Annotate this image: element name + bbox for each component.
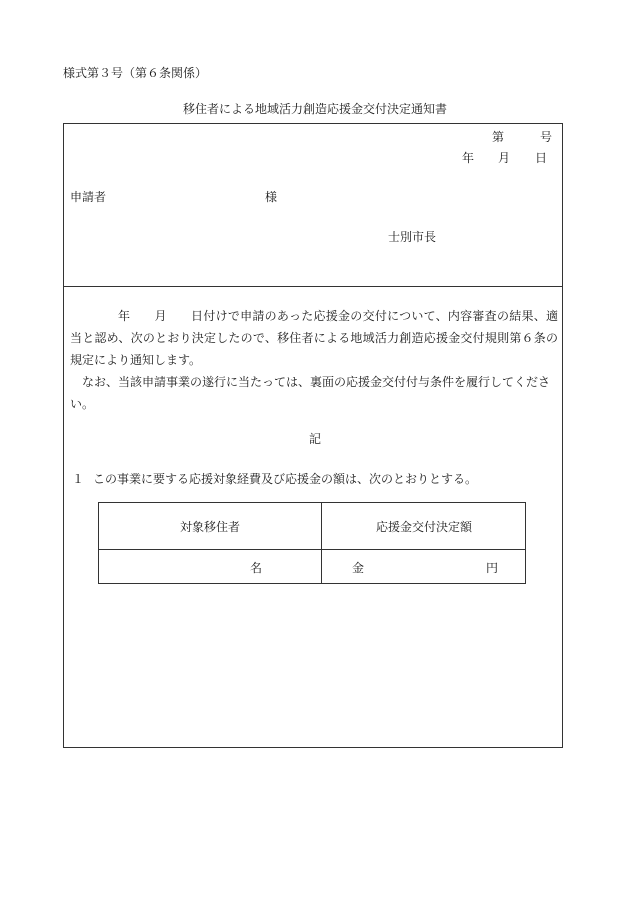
body-paragraph-1: [70, 305, 558, 371]
header-target-resident: 対象移住者: [179, 520, 240, 534]
notice-body: [70, 305, 558, 415]
item-1-text: この事業に要する応援対象経費及び応援金の額は、次のとおりとする。: [93, 472, 478, 486]
item-1-number: １: [72, 472, 85, 486]
amount-table: [98, 502, 526, 584]
reference-no-suffix: 号: [540, 130, 553, 144]
header-divider: [63, 286, 563, 287]
amount-prefix: 金: [352, 561, 365, 575]
applicant-label: 申請者: [70, 190, 107, 204]
amount-unit: 円: [486, 561, 499, 575]
body-month-label: 月: [154, 309, 167, 323]
date-year: 年: [462, 151, 475, 165]
body-paragraph-1-text: 日付けで申請のあった応援金の交付について、内容審査の結果、適当と認め、次のとおり決定したので、移住者による地域活力創造応援金交付規則第６条の規定により通知します。: [70, 309, 558, 367]
document-title: 移住者による地域活力創造応援金交付決定通知書: [182, 102, 447, 116]
date-day: 日: [535, 151, 548, 165]
table-column-divider: [321, 503, 322, 583]
date-month: 月: [498, 151, 511, 165]
form-number: 様式第３号（第６条関係）: [63, 66, 208, 80]
reference-no-prefix: 第: [492, 130, 505, 144]
ki-heading: 記: [308, 432, 321, 446]
body-year-label: 年: [118, 309, 131, 323]
table-row-divider: [99, 549, 525, 550]
header-decided-amount: 応援金交付決定額: [375, 520, 472, 534]
resident-count-unit: 名: [250, 561, 263, 575]
issuer-name: 士別市長: [388, 230, 437, 244]
applicant-honorific: 様: [265, 190, 278, 204]
body-paragraph-2: なお、当該申請事業の遂行に当たっては、裏面の応援金交付付与条件を履行してください。: [70, 375, 551, 411]
